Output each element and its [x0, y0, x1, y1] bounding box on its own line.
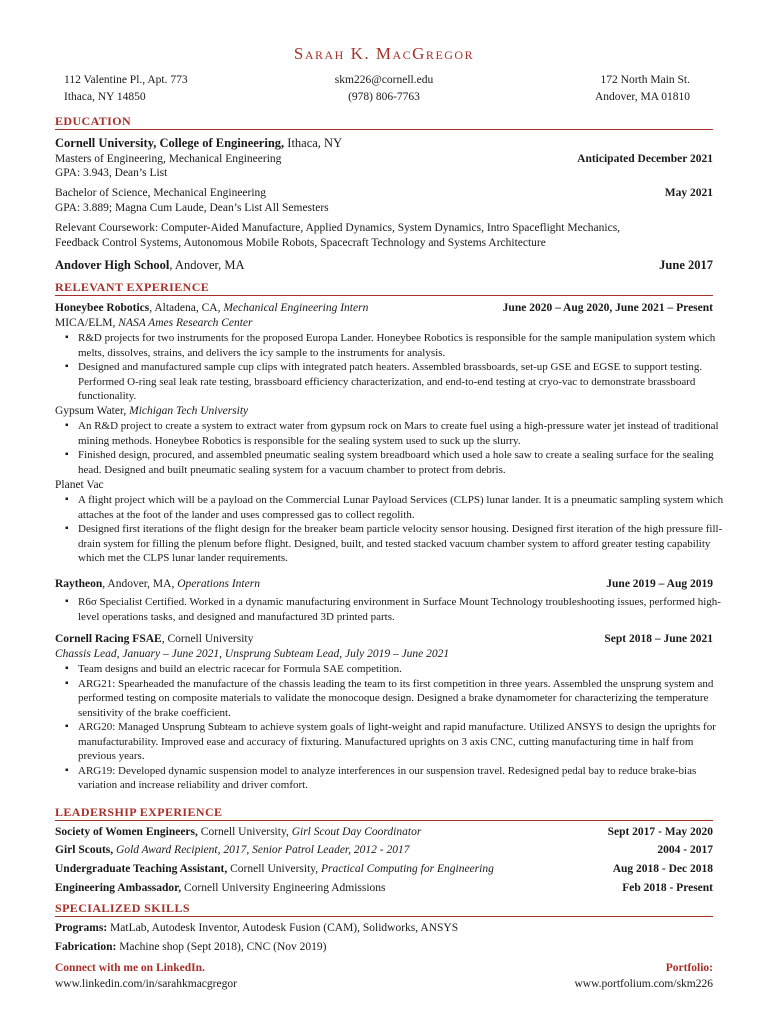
leadership-rule	[55, 820, 713, 821]
leadership-role: Girl Scout Day Coordinator	[291, 826, 422, 838]
gypsum-water-bullets	[62, 419, 728, 477]
contact-info	[284, 72, 484, 106]
skills-rule	[55, 916, 713, 917]
fsae-roles-text: Chassis Lead, January – June 2021, Unsprung Subteam Lead, July 2019 – June 2021	[55, 648, 450, 660]
project-planet-vac: Planet Vac	[55, 479, 104, 491]
list-item: ▪ An R&D project to create a system to extract water from gypsum rock on Mars to create fuel using a high-pressure water jet instead of traditional mining methods. Honeybee Robotics is responsible for the sealing system used to suck up the slurry.	[78, 419, 728, 448]
school-andover-date: June 2017	[659, 258, 713, 272]
fsae-bullets	[62, 662, 728, 793]
planet-vac-bullets	[62, 493, 728, 566]
job-raytheon-date: June 2019 – Aug 2019	[606, 578, 713, 590]
project-gypsum-water	[55, 404, 713, 419]
phone-text: (978) 806-7763	[348, 91, 420, 103]
project-gypsum-water-partner: Michigan Tech University	[129, 405, 249, 417]
list-item: ▪ Team designs and build an electric racecar for Formula SAE competition.	[78, 662, 728, 677]
skills-programs	[55, 921, 713, 936]
leadership-org: Engineering Ambassador,	[55, 882, 182, 894]
skills-fabrication-label: Fabrication:	[55, 941, 117, 953]
list-item: ▪ ARG21: Spearheaded the manufacture of the chassis leading the team to its first competition in three years. Assembled the unsprung system and performed testing on composite materials to validate the monocoque design. Designed a brake dynamometer for characterizing the temperature sensitivity of the brake coefficient.	[78, 677, 728, 721]
job-fsae	[55, 632, 713, 647]
list-item: ▪ R6σ Specialist Certified. Worked in a dynamic manufacturing environment in Surface Mount Technology troubleshooting issues, performed high-level operations tasks, and designed and manufactured 3D printed parts.	[78, 595, 728, 624]
home-address-line1: 112 Valentine Pl., Apt. 773	[64, 74, 188, 86]
skills-programs-list: MatLab, Autodesk Inventor, Autodesk Fusion (CAM), Solidworks, ANSYS	[107, 922, 459, 934]
footer-links	[55, 977, 713, 992]
degree-bs-title: Bachelor of Science, Mechanical Engineering	[55, 187, 267, 199]
list-item: ▪ Designed and manufactured sample cup clips with integrated patch heaters. Assembled brassboards, set-up GSE and EGSE to support testing. Performed O-ring seal leak rate testing, brassboard efficiency characterization, and end-to-end testing at cryo-vac to demonstrate brassboard functionality.	[78, 360, 728, 404]
job-fsae-company: Cornell Racing FSAE	[55, 633, 162, 645]
leadership-detail: Cornell University,	[227, 863, 322, 875]
leadership-date: 2004 - 2017	[657, 844, 713, 856]
project-mica-elm	[55, 316, 713, 331]
job-fsae-location: , Cornell University	[161, 633, 254, 645]
degree-meng-title: Masters of Engineering, Mechanical Engineering	[55, 153, 282, 165]
project-mica-elm-label: MICA/ELM,	[55, 317, 119, 329]
fsae-roles	[55, 647, 713, 662]
mica-elm-bullets	[62, 331, 728, 404]
school-andover-location: , Andover, MA	[169, 258, 245, 272]
leadership-row	[55, 843, 713, 858]
coursework-line2: Feedback Control Systems, Autonomous Mobile Robots, Spacecraft Technology and Systems Architecture	[55, 237, 546, 249]
list-item: ▪ A flight project which will be a payload on the Commercial Lunar Payload Services (CLPS) lunar lander. It is a pneumatic sampling system which attaches at the foot of the lander and uses compressed gas to collect regolith.	[78, 493, 728, 522]
linkedin-link[interactable]: www.linkedin.com/in/sarahkmacgregor	[55, 978, 237, 990]
leadership-org: Undergraduate Teaching Assistant,	[55, 863, 228, 875]
degree-meng-date: Anticipated December 2021	[577, 153, 713, 165]
skills-fabrication-list: Machine shop (Sept 2018), CNC (Nov 2019)	[116, 941, 327, 953]
list-item: ▪ ARG20: Managed Unsprung Subteam to achieve system goals of light-weight and rapid manufacture. Utilized ANSYS to design the uprights for manufacturability. Improved ease and accuracy of fixturing. Manufactured uprights on 3 axis CNC, cutting manufacturing time in half from previous years.	[78, 720, 728, 764]
leadership-date: Aug 2018 - Dec 2018	[612, 863, 713, 875]
job-honeybee-location: , Altadena, CA,	[149, 302, 224, 314]
leadership-date: Sept 2017 - May 2020	[607, 826, 713, 838]
list-item: ▪ ARG19: Developed dynamic suspension model to analyze interferences in our suspension travel. Redesigned pedal bay to reduce brake-bias variation and increase reliability and driver comfort.	[78, 764, 728, 793]
leadership-row	[55, 862, 713, 877]
education-rule	[55, 129, 713, 130]
leadership-role: Gold Award Recipient, 2017, Senior Patrol Leader, 2012 - 2017	[116, 844, 410, 856]
job-honeybee	[55, 301, 713, 316]
leadership-detail: Cornell University,	[197, 826, 292, 838]
coursework-line1: Relevant Coursework: Computer-Aided Manufacture, Applied Dynamics, System Dynamics, Intro Spaceflight Mechanics,	[55, 222, 621, 234]
resume-name: Sarah K. MacGregor	[293, 44, 475, 63]
leadership-org: Society of Women Engineers,	[55, 826, 198, 838]
education-heading: EDUCATION	[55, 114, 132, 128]
linkedin-label: Connect with me on LinkedIn.	[55, 962, 205, 974]
home-address	[64, 72, 188, 106]
list-item: ▪ Designed first iterations of the flight design for the breaker beam particle velocity sensor housing. Designed first iteration of the high pressure fill-drain system for filling the plenum before flight. Designed, built, and tested stacked vacuum chamber system to afford greater testing capability which met the CLPS lunar lander requirements.	[78, 522, 728, 566]
school-cornell-name: Cornell University, College of Engineering,	[55, 136, 285, 150]
job-honeybee-date: June 2020 – Aug 2020, June 2021 – Present	[502, 302, 713, 314]
leadership-row	[55, 825, 713, 840]
footer-labels	[55, 961, 713, 976]
job-raytheon-role: Operations Intern	[177, 578, 260, 590]
job-honeybee-company: Honeybee Robotics	[55, 302, 150, 314]
skills-fabrication	[55, 940, 713, 955]
project-gypsum-water-label: Gypsum Water,	[55, 405, 130, 417]
gpa-bs: GPA: 3.889; Magna Cum Laude, Dean’s List All Semesters	[55, 202, 329, 214]
portfolio-link[interactable]: www.portfolium.com/skm226	[574, 978, 713, 990]
list-item: ▪ R&D projects for two instruments for the proposed Europa Lander. Honeybee Robotics is responsible for the sample manipulation system which melts, dissolves, strains, and delivers the icy sample to the instruments for analysis.	[78, 331, 728, 360]
leadership-role: Practical Computing for Engineering	[321, 863, 494, 875]
job-fsae-date: Sept 2018 – June 2021	[604, 633, 713, 645]
home-address-line2: Ithaca, NY 14850	[64, 91, 146, 103]
email-text: skm226@cornell.edu	[334, 74, 434, 86]
experience-rule	[55, 295, 713, 296]
project-mica-elm-partner: NASA Ames Research Center	[118, 317, 253, 329]
leadership-date: Feb 2018 - Present	[622, 882, 713, 894]
job-raytheon-location: , Andover, MA,	[102, 578, 178, 590]
experience-heading: RELEVANT EXPERIENCE	[55, 280, 210, 294]
skills-heading: SPECIALIZED SKILLS	[55, 901, 190, 915]
permanent-address	[560, 72, 690, 106]
school-cornell	[55, 136, 713, 151]
job-raytheon	[55, 577, 713, 592]
gpa-meng: GPA: 3.943, Dean’s List	[55, 167, 168, 179]
job-raytheon-company: Raytheon	[55, 578, 103, 590]
raytheon-bullets	[62, 595, 728, 624]
permanent-address-line2: Andover, MA 01810	[594, 91, 690, 103]
portfolio-label: Portfolio:	[665, 962, 713, 974]
degree-bs	[55, 186, 713, 201]
degree-bs-date: May 2021	[664, 187, 713, 199]
leadership-heading: LEADERSHIP EXPERIENCE	[55, 805, 223, 819]
job-honeybee-role: Mechanical Engineering Intern	[223, 302, 369, 314]
leadership-org: Girl Scouts,	[55, 844, 114, 856]
leadership-row	[55, 881, 713, 896]
permanent-address-line1: 172 North Main St.	[600, 74, 690, 86]
school-andover	[55, 258, 713, 273]
school-cornell-location: Ithaca, NY	[284, 136, 343, 150]
school-andover-name: Andover High School	[55, 258, 170, 272]
leadership-detail: Cornell University Engineering Admissions	[181, 882, 386, 894]
degree-meng	[55, 152, 713, 167]
skills-programs-label: Programs:	[55, 922, 108, 934]
list-item: ▪ Finished design, procured, and assembled pneumatic sealing system breadboard which used a hole saw to create a sealing surface for the sealing head. Designed and built pneumatic sealing system for a vacuum chamber to protect from debris.	[78, 448, 728, 477]
